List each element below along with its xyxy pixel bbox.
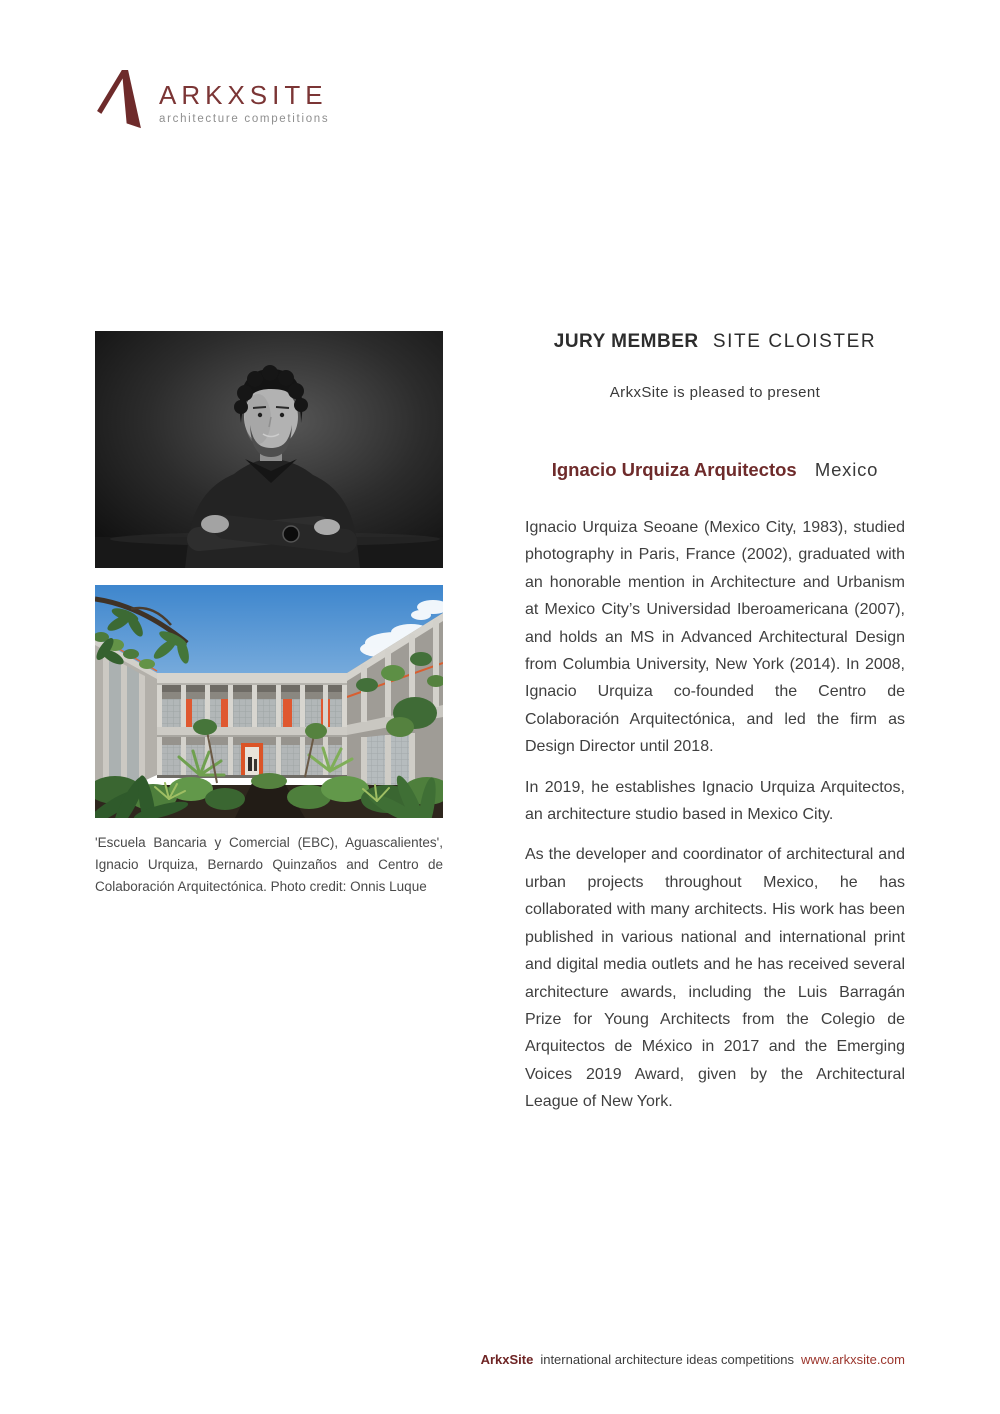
logo-tagline-text: architecture competitions (159, 113, 330, 125)
biography (525, 514, 905, 1116)
page-title-jury-member: JURY MEMBER (553, 331, 699, 352)
subtitle: ArkxSite is pleased to present (609, 384, 821, 401)
footer-text: international architecture ideas competitions (540, 1352, 794, 1367)
logo-text (159, 70, 329, 125)
member-title (525, 459, 905, 481)
text-column (525, 331, 905, 1129)
arkxsite-logo-mark-icon (95, 70, 143, 132)
page-title-site-cloister: SITE CLOISTER (712, 331, 877, 352)
portrait-photo-illustration (95, 331, 443, 568)
bio-paragraph-1: Ignacio Urquiza Seoane (Mexico City, 1983), studied photography in Paris, France (2002), graduated with an honorable mention in Architecture and Urbanism at Mexico City’s Universidad Iberoamericana (2007), and holds an MS in Advanced Architectural Design from Columbia University, New York (2014). In 2008, Ignacio Urquiza co-founded the Centro de Colaboración Arquitectónica, and led the firm as Design Director until 2018. (525, 519, 905, 756)
courtyard-photo-illustration (95, 585, 443, 818)
page-title (525, 331, 905, 353)
portrait-photo (95, 331, 443, 568)
member-country: Mexico (814, 459, 879, 480)
arkxsite-logo (95, 70, 329, 132)
footer-url-link[interactable]: www.arkxsite.com (800, 1352, 905, 1367)
photo-column (95, 331, 443, 912)
bio-paragraph-2: In 2019, he establishes Ignacio Urquiza Arquitectos, an architecture studio based in Mexico City. (525, 778, 905, 824)
page-footer (481, 1352, 905, 1367)
wristwatch (283, 526, 299, 542)
courtyard-photo (95, 585, 443, 818)
member-name: Ignacio Urquiza Arquitectos (551, 459, 797, 480)
photo-caption: 'Escuela Bancaria y Comercial (EBC), Aguascalientes', Ignacio Urquiza, Bernardo Quinzaños and Centro de Colaboración Arquitectónica. Photo credit: Onnis Luque (95, 835, 443, 894)
bio-paragraph-3: As the developer and coordinator of architectural and urban projects throughout Mexico, he has collaborated with many architects. His work has been published in various national and international print and digital media outlets and he has received several architecture awards, including the Luis Barragán Prize for Young Architects from the Colegio de Arquitectos de México in 2017 and the Emerging Voices 2019 Award, given by the Architectural League of New York. (525, 846, 905, 1111)
logo-brand-text: ARKXSITE (159, 80, 328, 110)
footer-brand: ArkxSite (480, 1352, 534, 1367)
